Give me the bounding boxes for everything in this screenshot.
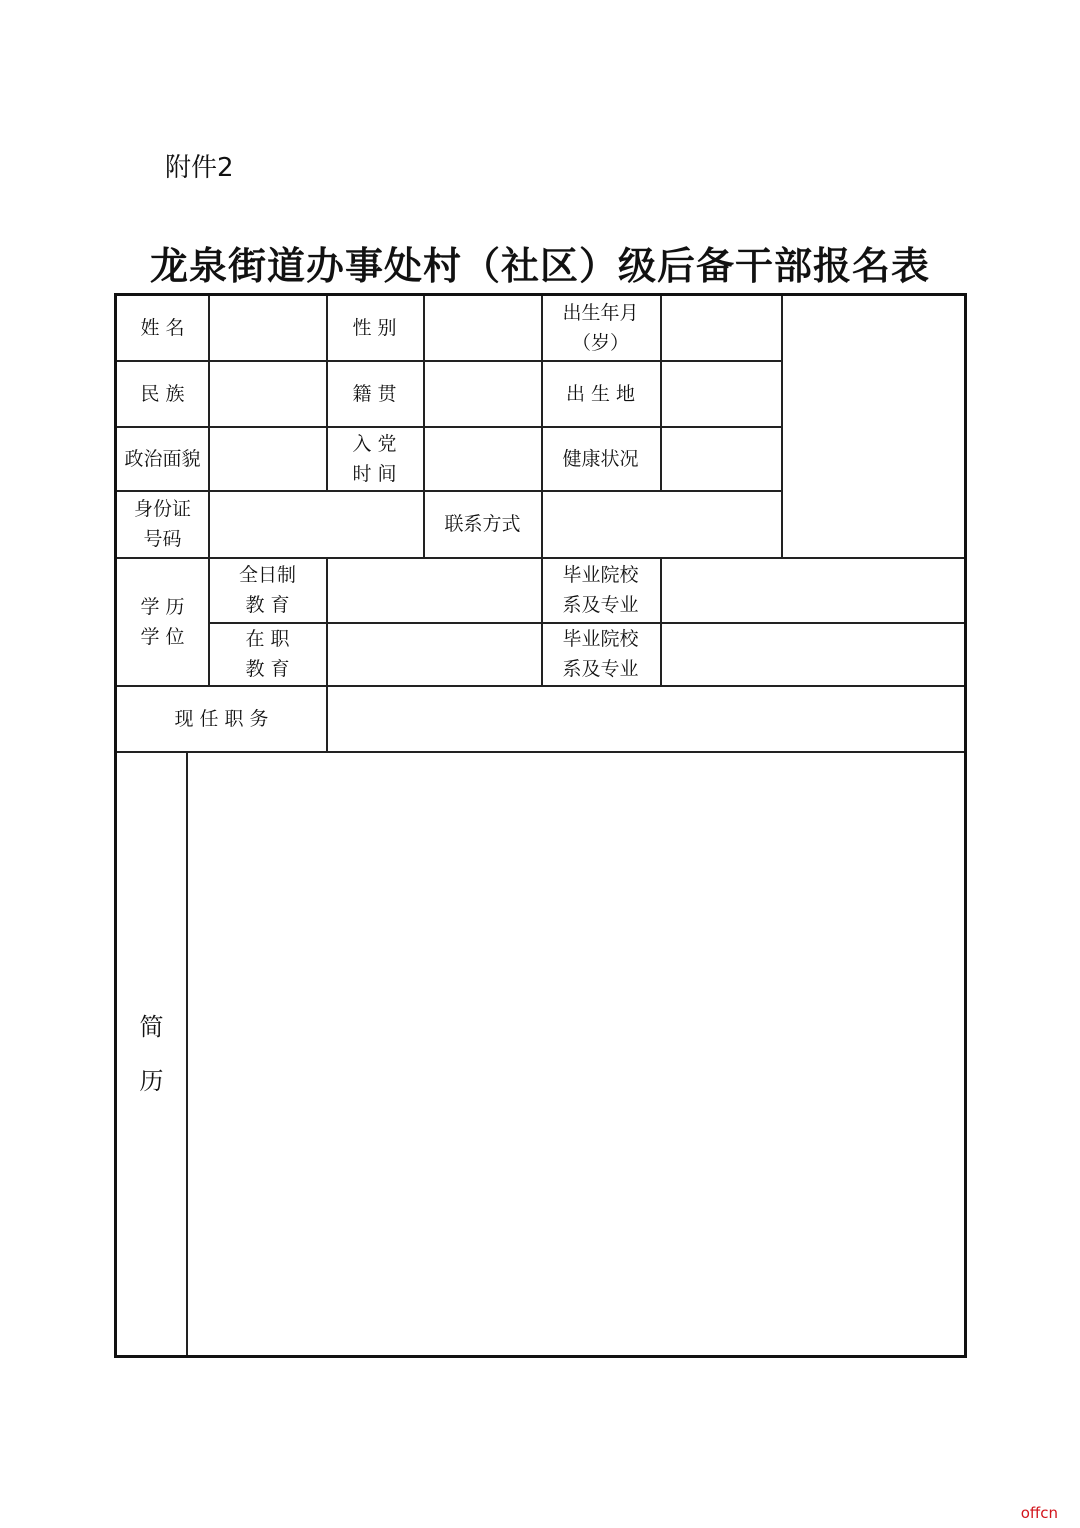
- health-label: 健康状况: [562, 447, 639, 470]
- party-join-time-label: 入 党 时 间: [352, 432, 397, 485]
- birth-date-label: 出生年月 （岁）: [562, 302, 639, 354]
- ethnicity-label: 民 族: [140, 382, 185, 405]
- id-number-label: 身份证 号码: [133, 498, 191, 550]
- watermark-logo: offcn: [1020, 1504, 1058, 1522]
- current-position-field[interactable]: [327, 686, 964, 751]
- registration-form-table: [114, 293, 967, 1358]
- gender-label: 性 别: [352, 317, 397, 339]
- birthplace-label: 出 生 地: [565, 382, 636, 405]
- resume-field[interactable]: [188, 752, 964, 1355]
- fulltime-education-label: 全日制 教 育: [238, 564, 296, 616]
- native-place-label: 籍 贯: [352, 382, 397, 405]
- name-label: 姓 名: [140, 317, 185, 339]
- graduate-school-label-2: 毕业院校 系及专业: [562, 628, 639, 680]
- inservice-education-label: 在 职 教 育: [245, 628, 290, 680]
- health-field[interactable]: [661, 427, 781, 490]
- party-join-time-field[interactable]: [424, 427, 541, 490]
- graduate-school-field-1[interactable]: [661, 558, 964, 622]
- birth-date-field[interactable]: [661, 296, 781, 360]
- native-place-field[interactable]: [424, 361, 541, 426]
- resume-label: 简 历: [139, 1012, 164, 1095]
- graduate-school-field-2[interactable]: [661, 623, 964, 685]
- political-status-field[interactable]: [209, 427, 326, 490]
- form-title: 龙泉街道办事处村（社区）级后备干部报名表: [149, 243, 930, 288]
- inservice-education-field[interactable]: [327, 623, 541, 685]
- photo-area[interactable]: [782, 296, 964, 557]
- contact-field[interactable]: [542, 491, 781, 557]
- ethnicity-field[interactable]: [209, 361, 326, 426]
- graduate-school-label-1: 毕业院校 系及专业: [562, 564, 639, 616]
- gender-field[interactable]: [424, 296, 541, 360]
- id-number-field[interactable]: [209, 491, 423, 557]
- name-field[interactable]: [209, 296, 326, 360]
- political-status-label: 政治面貌: [124, 447, 201, 470]
- education-degree-label: 学 历 学 位: [140, 595, 185, 648]
- birthplace-field[interactable]: [661, 361, 781, 426]
- attachment-label: 附件2: [165, 153, 234, 183]
- contact-label: 联系方式: [444, 513, 521, 535]
- fulltime-education-field[interactable]: [327, 558, 541, 622]
- current-position-label: 现 任 职 务: [174, 707, 269, 730]
